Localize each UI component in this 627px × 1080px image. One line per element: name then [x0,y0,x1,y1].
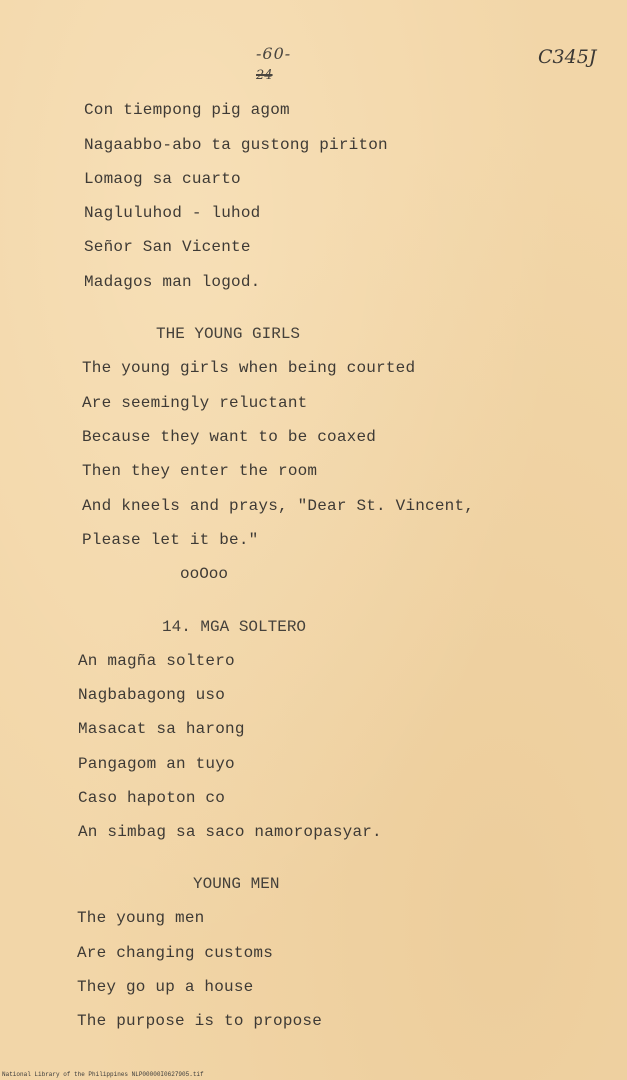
verse-line: Señor San Vicente [84,238,251,256]
verse-line: Lomaog sa cuarto [84,170,241,188]
verse-line: Nagaabbo-abo ta gustong piriton [84,136,388,154]
verse-line: Nagbabagong uso [78,686,226,704]
verse-line: Madagos man logod. [84,273,261,291]
verse-line: Are seemingly reluctant [82,394,308,412]
verse-line: Masacat sa harong [78,720,245,738]
crossed-out-page-number: 24 [256,68,273,83]
verse-line: They go up a house [77,978,254,996]
section-divider-ornament: ooOoo [180,565,229,583]
verse-line: Nagluluhod - luhod [84,204,261,222]
verse-line: Caso hapoton co [78,789,226,807]
verse-line: Please let it be." [82,531,259,549]
verse-line: The purpose is to propose [77,1012,323,1030]
verse-line: Then they enter the room [82,462,318,480]
verse-line: Because they want to be coaxed [82,428,377,446]
verse-line: And kneels and prays, "Dear St. Vincent, [82,497,475,515]
section-heading-young-girls: THE YOUNG GIRLS [156,325,301,343]
section-heading-mga-soltero: 14. MGA SOLTERO [162,618,307,636]
verse-line: An magña soltero [78,652,235,670]
verse-line: Are changing customs [77,944,274,962]
section-heading-young-men: YOUNG MEN [193,875,280,893]
verse-line: Pangagom an tuyo [78,755,235,773]
verse-line: The young men [77,909,205,927]
verse-line: The young girls when being courted [82,359,416,377]
archive-footer: National Library of the Philippines NLP00000I0627905.tif [2,1071,204,1078]
catalog-code: C345J [538,46,597,68]
verse-line: An simbag sa saco namoropasyar. [78,823,382,841]
page-number: -60- [256,44,292,63]
verse-line: Con tiempong pig agom [84,101,290,119]
